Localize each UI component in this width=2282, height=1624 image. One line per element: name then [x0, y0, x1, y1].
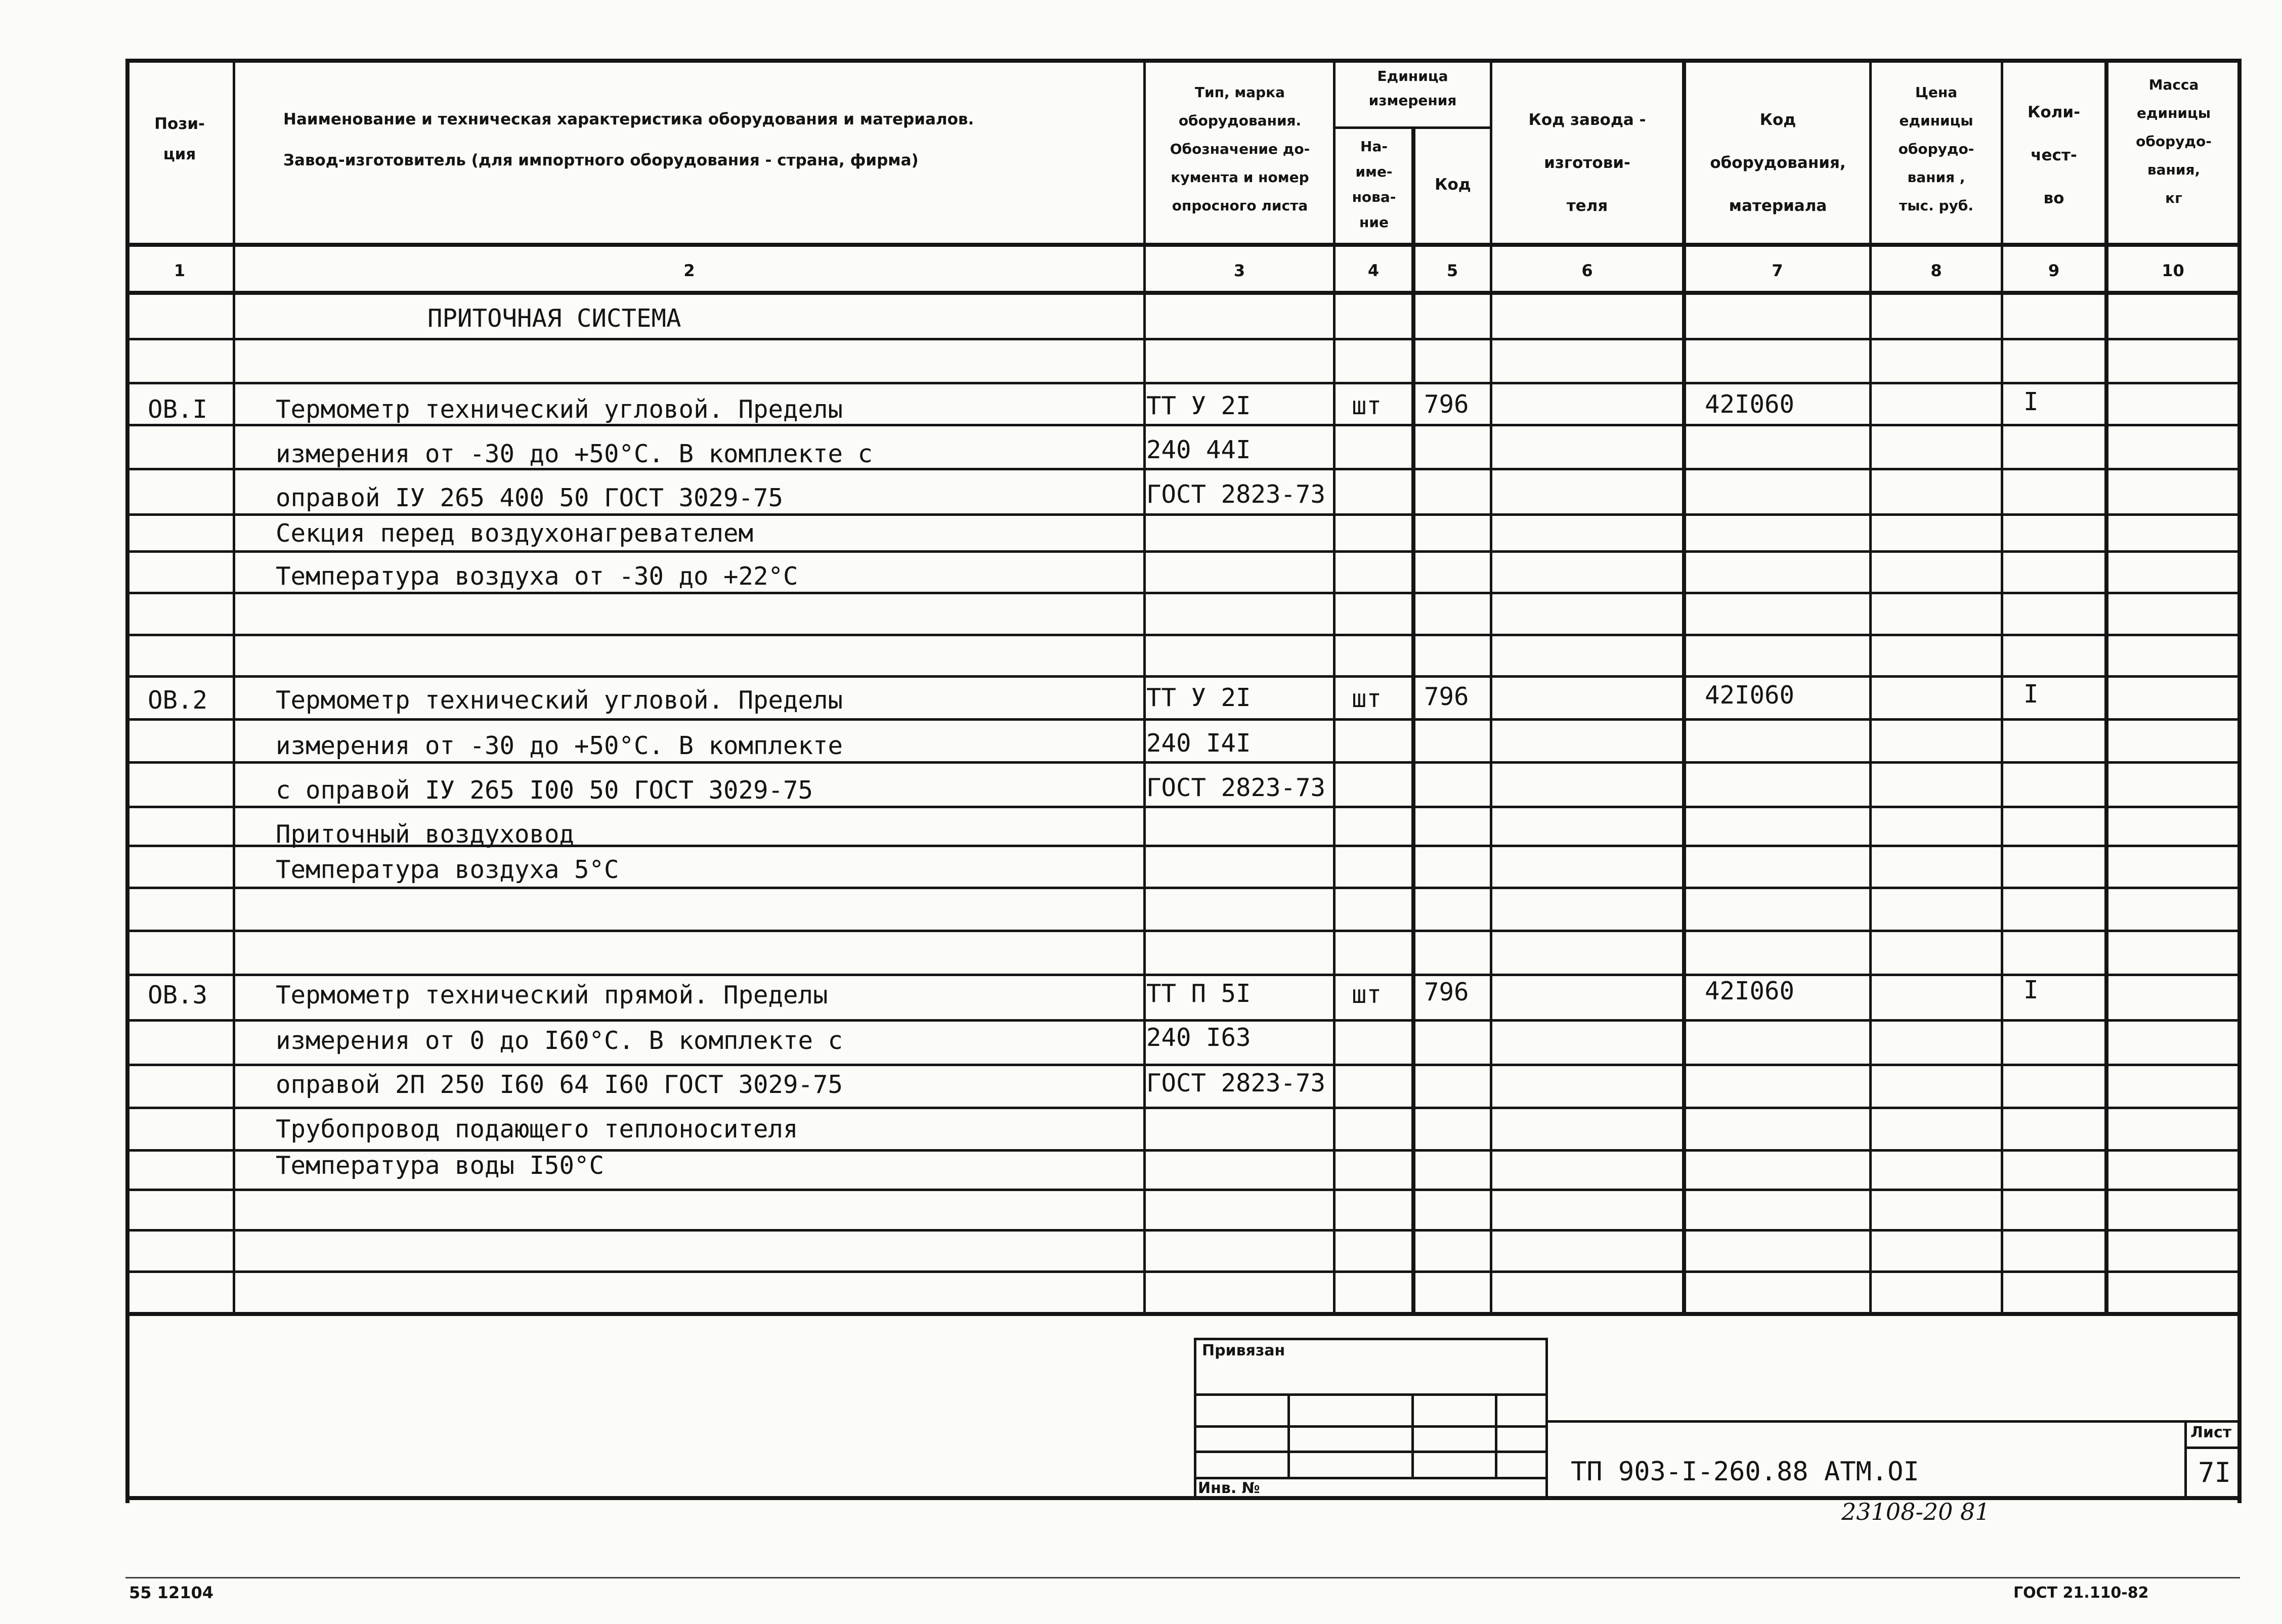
handwritten-number: 23108-20 81: [1841, 1498, 1990, 1525]
header-equipment-code: Код оборудования, материала: [1710, 111, 1846, 215]
document-code: ТП 903-I-260.88 АТМ.ОI: [1571, 1457, 1919, 1487]
column-number: 5: [1446, 261, 1458, 280]
item-type: ТТ П 5I: [1146, 979, 1251, 1008]
column-number: 2: [683, 261, 695, 280]
item-unit: шт: [1352, 684, 1382, 713]
item-type: ТТ У 2I: [1146, 683, 1251, 712]
item-type: ГОСТ 2823-73: [1146, 773, 1326, 802]
item-type: 240 I63: [1146, 1023, 1251, 1052]
item-code: 42I060: [1705, 681, 1795, 710]
item-position: ОВ.3: [148, 981, 208, 1009]
sheet-number: 7I: [2198, 1457, 2231, 1488]
item-unit-code: 796: [1424, 390, 1469, 419]
header-type: Тип, марка оборудования. Обозначение до- кумента и номер опросного листа: [1170, 84, 1310, 214]
item-unit-code: 796: [1424, 682, 1469, 711]
item-description-line: Температура воздуха от -30 до +22°С: [276, 562, 798, 591]
item-description-line: измерения от -30 до +50°С. В комплекте: [276, 731, 843, 760]
item-type: ГОСТ 2823-73: [1146, 480, 1326, 509]
item-description-line: Температура воды I50°С: [276, 1151, 605, 1180]
sheet-label: Лист: [2190, 1424, 2232, 1441]
header-name: Наименование и техническая характеристика оборудования и материалов. Завод-изготовитель (для импортного оборудования - страна, фирма): [283, 110, 974, 169]
item-type: 240 I4I: [1146, 729, 1251, 758]
item-quantity: I: [2023, 387, 2039, 416]
column-number: 4: [1367, 261, 1380, 280]
inventory-number-label: Инв. №: [1198, 1479, 1260, 1497]
header-price: Цена единицы оборудо- вания , тыс. руб.: [1898, 84, 1974, 214]
item-unit: шт: [1352, 980, 1382, 1009]
item-description-line: Приточный воздуховод: [276, 820, 575, 849]
item-unit: шт: [1352, 391, 1382, 420]
item-description-line: оправой 2П 250 I60 64 I60 ГОСТ 3029-75: [276, 1070, 843, 1099]
item-quantity: I: [2023, 976, 2039, 1004]
item-description-line: с оправой IУ 265 I00 50 ГОСТ 3029-75: [276, 776, 813, 805]
column-number: 6: [1581, 261, 1593, 280]
item-type: 240 44I: [1146, 435, 1251, 464]
item-description-line: Секция перед воздухонагревателем: [276, 519, 754, 548]
footer-code-left: 55 12104: [129, 1583, 213, 1602]
item-type: ТТ У 2I: [1146, 391, 1251, 420]
section-title: ПРИТОЧНАЯ СИСТЕМА: [427, 304, 681, 333]
item-description-line: Термометр технический угловой. Пределы: [276, 395, 843, 424]
column-number: 10: [2162, 261, 2184, 280]
item-description-line: Термометр технический прямой. Пределы: [276, 981, 828, 1009]
column-number: 8: [1930, 261, 1942, 280]
item-quantity: I: [2023, 680, 2039, 709]
item-code: 42I060: [1705, 977, 1795, 1005]
column-number: 7: [1772, 261, 1783, 280]
header-unit-name: На- име- нова- ние: [1352, 138, 1396, 231]
item-description-line: Термометр технический угловой. Пределы: [276, 686, 843, 715]
header-factory-code: Код завода - изготови- теля: [1528, 111, 1646, 215]
item-code: 42I060: [1705, 390, 1795, 419]
header-mass: Масса единицы оборудо- вания, кг: [2136, 76, 2212, 206]
item-description-line: Трубопровод подающего теплоносителя: [276, 1115, 798, 1144]
item-position: ОВ.2: [148, 686, 208, 715]
item-unit-code: 796: [1424, 978, 1469, 1006]
bound-label: Привязан: [1202, 1342, 1285, 1359]
item-description-line: оправой IУ 265 400 50 ГОСТ 3029-75: [276, 484, 784, 512]
column-number: 1: [174, 261, 186, 280]
item-description-line: измерения от 0 до I60°С. В комплекте с: [276, 1026, 843, 1055]
footer-gost: ГОСТ 21.110-82: [2013, 1584, 2149, 1602]
item-description-line: Температура воздуха 5°С: [276, 855, 619, 884]
item-position: ОВ.I: [148, 395, 208, 424]
header-unit-code: Код: [1435, 175, 1471, 194]
header-unit-group: Единица измерения: [1368, 68, 1457, 109]
header-position: Пози- ция: [154, 115, 205, 163]
header-quantity: Коли- чест- во: [2028, 103, 2080, 207]
item-description-line: измерения от -30 до +50°С. В комплекте с: [276, 440, 873, 468]
column-number: 3: [1233, 261, 1245, 280]
item-type: ГОСТ 2823-73: [1146, 1069, 1326, 1098]
column-number: 9: [2048, 261, 2060, 280]
